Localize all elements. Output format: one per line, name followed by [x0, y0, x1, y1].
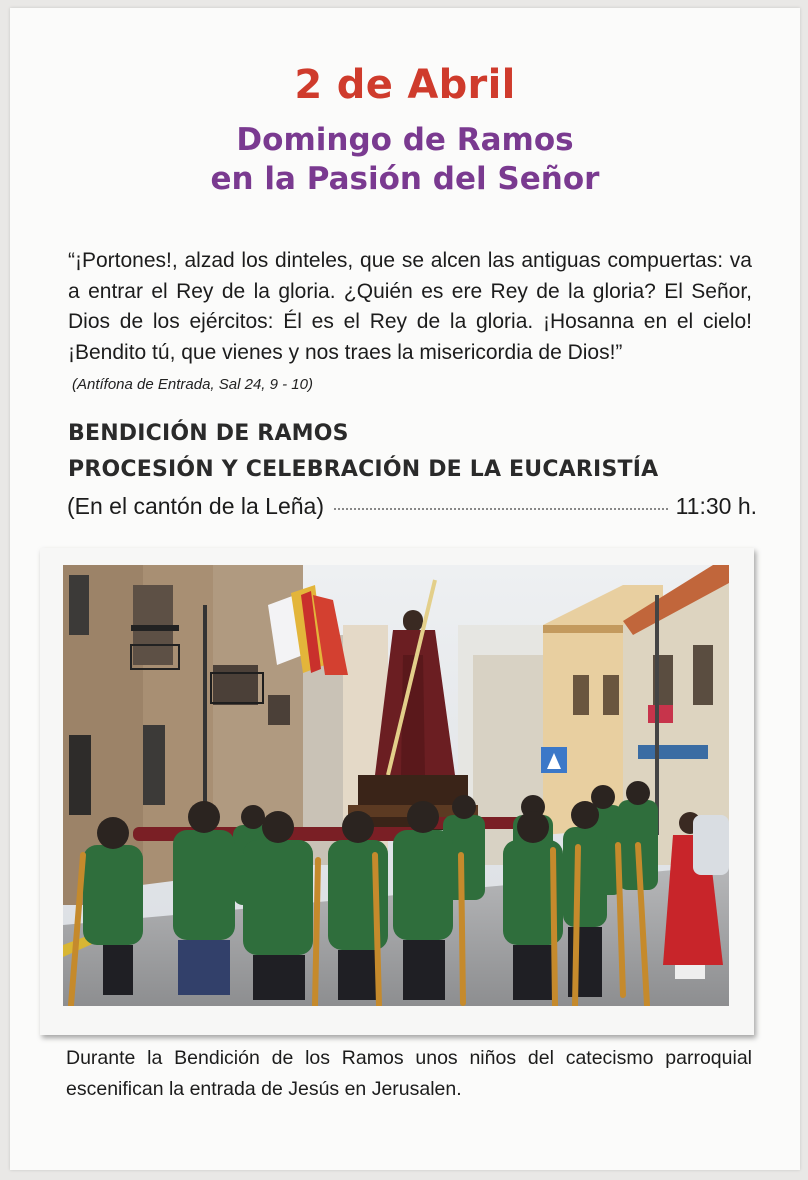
dot-leader	[334, 508, 668, 510]
antiphon-reference: (Antífona de Entrada, Sal 24, 9 - 10)	[72, 376, 313, 393]
schedule-row	[67, 493, 757, 520]
feast-title-line-2: en la Pasión del Señor	[210, 161, 600, 197]
event-date: 2 de Abril	[294, 62, 516, 108]
feast-title	[10, 121, 800, 199]
procession-photo	[63, 565, 729, 1006]
procession-photo-frame	[40, 548, 754, 1035]
section-heading-line-2: PROCESIÓN Y CELEBRACIÓN DE LA EUCARISTÍA	[68, 457, 659, 482]
bulletin-page	[10, 8, 800, 1170]
schedule-place: (En el cantón de la Leña)	[67, 493, 325, 519]
section-heading	[68, 416, 658, 488]
photo-caption: Durante la Bendición de los Ramos unos niños del catecismo parroquial escenifican la entrada de Jesús en Jerusalen.	[66, 1047, 752, 1100]
feast-title-line-1: Domingo de Ramos	[236, 122, 574, 158]
antiphon-text: “¡Portones!, alzad los dinteles, que se alcen las antiguas compuertas: va a entrar el Rey de la gloria. ¿Quién es ere Rey de la gloria? El Señor, Dios de los ejércitos: Él es el Rey de la gloria. ¡Hosanna en el cielo! ¡Bendito tú, que vienes y nos traes la misericordia de Dios!”	[68, 249, 752, 364]
schedule-time: 11:30 h.	[675, 493, 757, 519]
section-heading-line-1: BENDICIÓN DE RAMOS	[68, 421, 349, 446]
